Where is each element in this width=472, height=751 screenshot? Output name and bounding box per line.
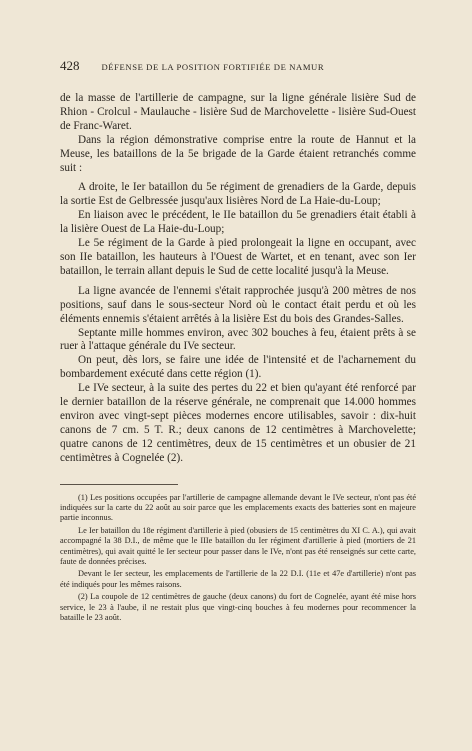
paragraph: Septante mille hommes environ, avec 302 bouches à feu, étaient prêts à se ruer à l'attaque générale du IVe secteur. xyxy=(60,326,416,353)
paragraph: En liaison avec le précédent, le IIe bataillon du 5e grenadiers était établi à la lisière Ouest de La Haie-du-Loup; xyxy=(60,209,416,236)
paragraph: de la masse de l'artillerie de campagne, sur la ligne générale lisière Sud de Rhion - Crolcul - Maulauche - lisière Sud de Marchovelette - lisière Sud-Ouest de Franc-Waret. xyxy=(60,92,416,132)
paragraph: La ligne avancée de l'ennemi s'était rapprochée jusqu'à 200 mètres de nos positions, sauf dans le sous-secteur Nord où le contact était perdu et où les éléments ennemis s'étaient arrêtés à la lisière Est du bois des Grandes-Salles. xyxy=(60,284,416,325)
page-number: 428 xyxy=(60,58,80,73)
page-header xyxy=(60,58,416,74)
paragraph: On peut, dès lors, se faire une idée de l'intensité et de l'acharnement du bombardement exécuté dans cette région (1). xyxy=(60,354,416,381)
body-text xyxy=(60,92,416,466)
paragraph: Le IVe secteur, à la suite des pertes du 22 et bien qu'ayant été renforcé par le dernier bataillon de la réserve générale, ne comprenait que 14.000 hommes environ avec vingt-sept pièces modernes encore utilisables, savoir : dix-huit canons de 7 cm. 5 T. R.; deux canons de 12 centimètres à Marchovelette; quatre canons de 12 centimètres, deux de 15 centimètres et un obusier de 21 centimètres à Cognelée (2). xyxy=(60,382,416,464)
running-title: DÉFENSE DE LA POSITION FORTIFIÉE DE NAMUR xyxy=(101,62,325,72)
paragraph: Dans la région démonstrative comprise entre la route de Hannut et la Meuse, les bataillons de la 5e brigade de la Garde étaient retranchés comme suit : xyxy=(60,133,416,174)
paragraph: Le 5e régiment de la Garde à pied prolongeait la ligne en occupant, avec son IIe bataillon, les hauteurs à l'Ouest de Wartet, et en tenant, avec son Ier bataillon, le terrain allant depuis le Sud de cette localité jusqu'à la Meuse. xyxy=(60,237,416,277)
footnote: Le Ier bataillon du 18e régiment d'artillerie à pied (obusiers de 15 centimètres du XI C. A.), qui avait accompagné la 38 D.I., de même que le IIIe bataillon du Ier régiment d'artillerie à pied (mortiers de 21 centimètres), qui avait quitté le Ier secteur pour passer dans le IVe, n'ont pas été renseignés sur cette carte, faute de données précises. xyxy=(60,525,416,566)
footnotes xyxy=(60,493,416,624)
footnote: (2) La coupole de 12 centimètres de gauche (deux canons) du fort de Cognelée, ayant été mise hors service, le 23 à l'aube, il ne restait plus que vingt-cinq bouches à feu modernes pour recommencer la bataille le 23 août. xyxy=(60,592,416,623)
footnote-separator xyxy=(60,484,178,485)
footnote: (1) Les positions occupées par l'artillerie de campagne allemande devant le IVe secteur, n'ont pas été indiquées sur la carte du 22 août au soir parce que les emplacements exacts des batteries sont en majeure partie inconnus. xyxy=(60,492,416,523)
footnote: Devant le Ier secteur, les emplacements de l'artillerie de la 22 D.I. (11e et 47e d'artillerie) n'ont pas été indiqués pour les mêmes raisons. xyxy=(60,569,416,589)
paragraph: A droite, le Ier bataillon du 5e régiment de grenadiers de la Garde, depuis la sortie Est de Gelbressée jusqu'aux lisières Nord de La Haie-du-Loup; xyxy=(60,181,416,208)
